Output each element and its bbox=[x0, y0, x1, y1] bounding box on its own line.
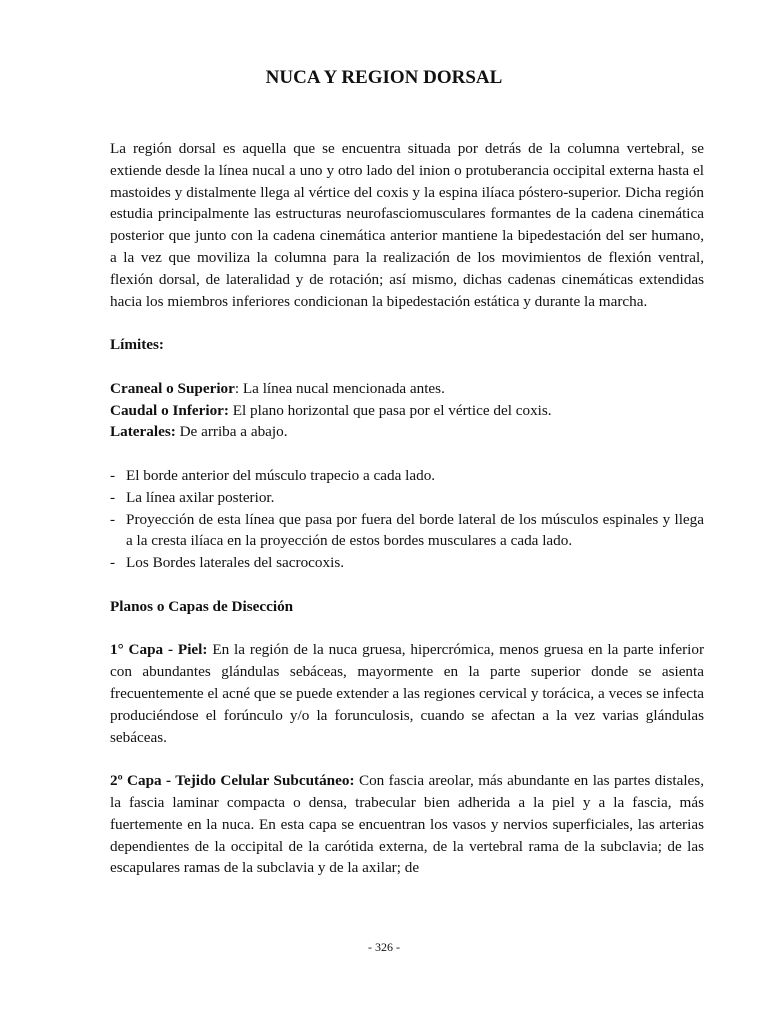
limit-cranial-label: Craneal o Superior bbox=[110, 379, 235, 397]
layer2-text: Con fascia areolar, más abundante en las partes distales, la fascia laminar compacta o densa, trabecular bien adherida a la piel y a la fascia, más fuertemente en la nuca. En esta capa se encuentran los vasos y nervios superficiales, las arterias dependientes de la occipital de la carótida externa, de la vertebral rama de la subclavia; de las escapulares ramas de la subclavia y de la axilar; de bbox=[110, 772, 705, 877]
planes-heading: Planos o Capas de Disección bbox=[110, 597, 294, 615]
limits-heading: Límites: bbox=[110, 336, 164, 354]
list-item: - Proyección de esta línea que pasa por fuera del borde lateral de los músculos espinales y llega a la cresta ilíaca en la proyección de estos bordes musculares a cada lado. bbox=[110, 509, 704, 553]
document-title: NUCA Y REGION DORSAL bbox=[265, 67, 503, 88]
limit-cranial-text: : La línea nucal mencionada antes. bbox=[234, 379, 445, 397]
list-item: - El borde anterior del músculo trapecio a cada lado. bbox=[110, 465, 704, 487]
layer2-paragraph bbox=[110, 770, 704, 879]
limit-lateral-text: De arriba a abajo. bbox=[175, 423, 288, 441]
layer2-label: 2º Capa - Tejido Celular Subcutáneo: bbox=[110, 772, 355, 790]
limit-cranial bbox=[110, 378, 704, 400]
list-item: - Los Bordes laterales del sacrocoxis. bbox=[110, 552, 704, 574]
limit-caudal bbox=[110, 400, 704, 422]
limit-lateral bbox=[110, 421, 704, 443]
document-body bbox=[110, 138, 704, 879]
lateral-limits-list bbox=[110, 465, 704, 574]
list-item: - La línea axilar posterior. bbox=[110, 487, 704, 509]
layer1-text: En la región de la nuca gruesa, hipercrómica, menos gruesa en la parte inferior con abundantes glándulas sebáceas, mayormente en la parte superior donde se asienta frecuentemente el acné que se puede extender a las regiones cervical y torácica, a veces se infecta produciéndose el forúnculo y/o la forunculosis, cuando se afectan a la vez varias glándulas sebáceas. bbox=[110, 641, 705, 746]
limit-lateral-label: Laterales: bbox=[110, 423, 176, 441]
page-number: - 326 - bbox=[368, 940, 400, 954]
layer1-paragraph bbox=[110, 639, 704, 748]
intro-paragraph: La región dorsal es aquella que se encuentra situada por detrás de la columna vertebral, se extiende desde la línea nucal a uno y otro lado del inion o protuberancia occipital externa hasta el mastoides y distalmente llega al vértice del coxis y la espina ilíaca póstero-superior. Dicha región estudia principalmente las estructuras neurofasciomusculares formantes de la cadena cinemática posterior que junto con la cadena cinemática anterior mantiene la bipedestación del ser humano, a la vez que moviliza la columna para la realización de los movimientos de flexión ventral, flexión dorsal, de lateralidad y de rotación; así mismo, dichas cadenas cinemáticas extendidas hacia los miembros inferiores condicionan la bipedestación estática y durante la marcha. bbox=[110, 140, 704, 310]
layer1-label: 1° Capa - Piel: bbox=[110, 641, 208, 659]
limit-caudal-text: El plano horizontal que pasa por el vértice del coxis. bbox=[228, 401, 552, 419]
limit-caudal-label: Caudal o Inferior: bbox=[110, 401, 229, 419]
